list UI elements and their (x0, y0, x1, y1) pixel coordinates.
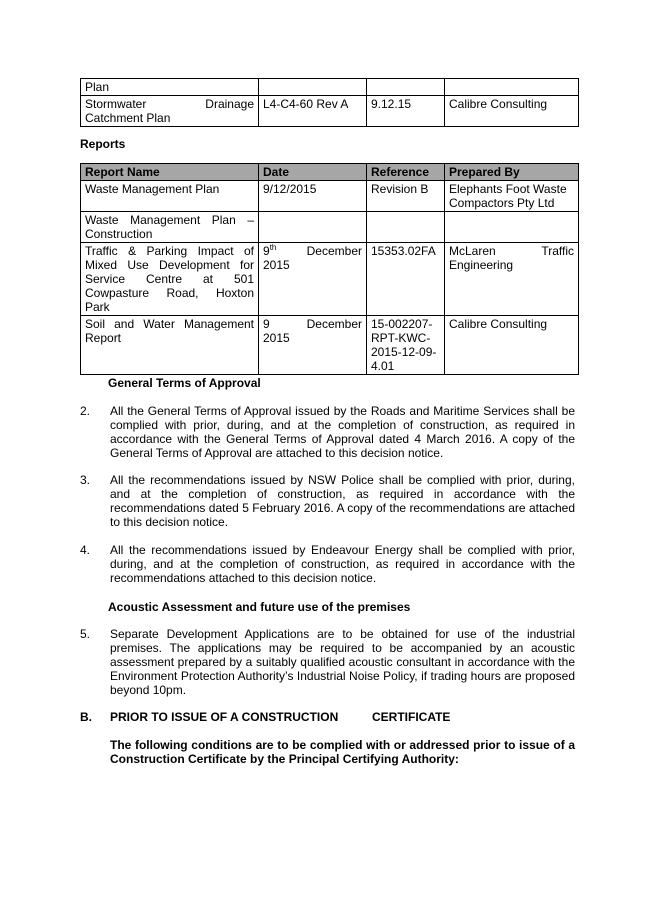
condition-number: 3. (80, 473, 91, 487)
cell-text: 4.01 (371, 359, 395, 373)
table-cell (81, 243, 259, 316)
table-row (81, 79, 579, 96)
table-cell (81, 316, 259, 375)
date-day: 9th (263, 243, 277, 258)
cell-text: Stormwater (85, 97, 147, 111)
cell-text: Mixed Use Development for (85, 258, 254, 272)
cell-text: Engineering (449, 258, 514, 272)
cell-text: Waste Management Plan – (85, 213, 254, 227)
section-letter: B. (80, 710, 92, 724)
table-row (81, 243, 579, 316)
cell-text: Park (85, 300, 110, 314)
cell-text: Soil and Water Management (85, 317, 254, 331)
cell-text: 2015-12-09- (371, 345, 437, 359)
column-header: Report Name (81, 164, 259, 181)
date-day: 9 (263, 317, 270, 331)
table-cell (259, 79, 367, 96)
table-cell: L4-C4-60 Rev A (259, 96, 367, 127)
cell-text: Service Centre at 501 (85, 272, 254, 286)
table-cell (445, 212, 579, 243)
table-header-row (81, 164, 579, 181)
table-cell: 9.12.15 (367, 96, 445, 127)
date-month: December (306, 317, 362, 331)
condition-text: All the recommendations issued by NSW Police shall be complied with prior, during, and at the completion of construction, as required in accordance with the recommendations dated 5 February 2016. A copy of the recommendations are attached to this decision notice. (110, 473, 575, 529)
reports-table (80, 163, 579, 375)
table-cell: Plan (81, 79, 259, 96)
condition-number: 2. (80, 404, 91, 418)
table-cell (367, 212, 445, 243)
table-cell: Waste Management Plan (81, 181, 259, 212)
cell-text: McLaren (449, 244, 496, 258)
condition-number: 5. (80, 627, 91, 641)
table-cell (81, 96, 259, 127)
table-cell (259, 316, 367, 375)
section-title: PRIOR TO ISSUE OF A CONSTRUCTION (110, 710, 339, 724)
table-cell: 15353.02FA (367, 243, 445, 316)
drawings-table (80, 78, 579, 127)
table-cell: Calibre Consulting (445, 96, 579, 127)
section-intro: The following conditions are to be complied with or addressed prior to issue of a Construction Certificate by the Principal Certifying Authority: (110, 738, 575, 766)
acoustic-heading: Acoustic Assessment and future use of the premises (108, 600, 411, 614)
table-cell (259, 243, 367, 316)
condition-text: All the General Terms of Approval issued by the Roads and Maritime Services shall be complied with prior, during, and at the completion of construction, as required in accordance with the General Terms of Approval dated 4 March 2016. A copy of the General Terms of Approval are attached to this decision notice. (110, 404, 575, 460)
column-header: Reference (367, 164, 445, 181)
table-cell (259, 212, 367, 243)
table-cell (367, 79, 445, 96)
table-cell: Elephants Foot Waste Compactors Pty Ltd (445, 181, 579, 212)
cell-text: 15-002207- (371, 317, 433, 331)
table-cell (445, 79, 579, 96)
condition-text: All the recommendations issued by Endeavour Energy shall be complied with prior, during, and at the completion of construction, as required in accordance with the recommendations attached to this decision notice. (110, 543, 575, 585)
table-row (81, 212, 579, 243)
table-cell: Calibre Consulting (445, 316, 579, 375)
table-cell: 9/12/2015 (259, 181, 367, 212)
table-row (81, 181, 579, 212)
cell-text: RPT-KWC- (371, 331, 431, 345)
date-year: 2015 (263, 258, 290, 272)
table-cell: Revision B (367, 181, 445, 212)
table-row (81, 316, 579, 375)
date-month: December (306, 244, 362, 258)
section-title-end: CERTIFICATE (372, 710, 451, 724)
column-header: Prepared By (445, 164, 579, 181)
cell-text: Traffic (541, 244, 574, 258)
cell-text: Traffic & Parking Impact of (85, 244, 254, 258)
condition-text: Separate Development Applications are to be obtained for use of the industrial premises. The applications may be required to be accompanied by an acoustic assessment prepared by a suitably qualified acoustic consultant in accordance with the Environment Protection Authority’s Industrial Noise Policy, if trading hours are proposed beyond 10pm. (110, 627, 575, 697)
cell-text: Catchment Plan (85, 111, 171, 125)
cell-text: Cowpasture Road, Hoxton (85, 286, 254, 300)
cell-text: Report (85, 331, 122, 345)
column-header: Date (259, 164, 367, 181)
date-year: 2015 (263, 331, 290, 345)
table-row (81, 96, 579, 127)
table-cell (445, 243, 579, 316)
table-cell (367, 316, 445, 375)
general-terms-heading: General Terms of Approval (108, 376, 261, 390)
cell-text: Drainage (205, 97, 254, 111)
table-cell (81, 212, 259, 243)
cell-text: Construction (85, 227, 153, 241)
reports-heading: Reports (80, 137, 126, 151)
condition-number: 4. (80, 543, 91, 557)
